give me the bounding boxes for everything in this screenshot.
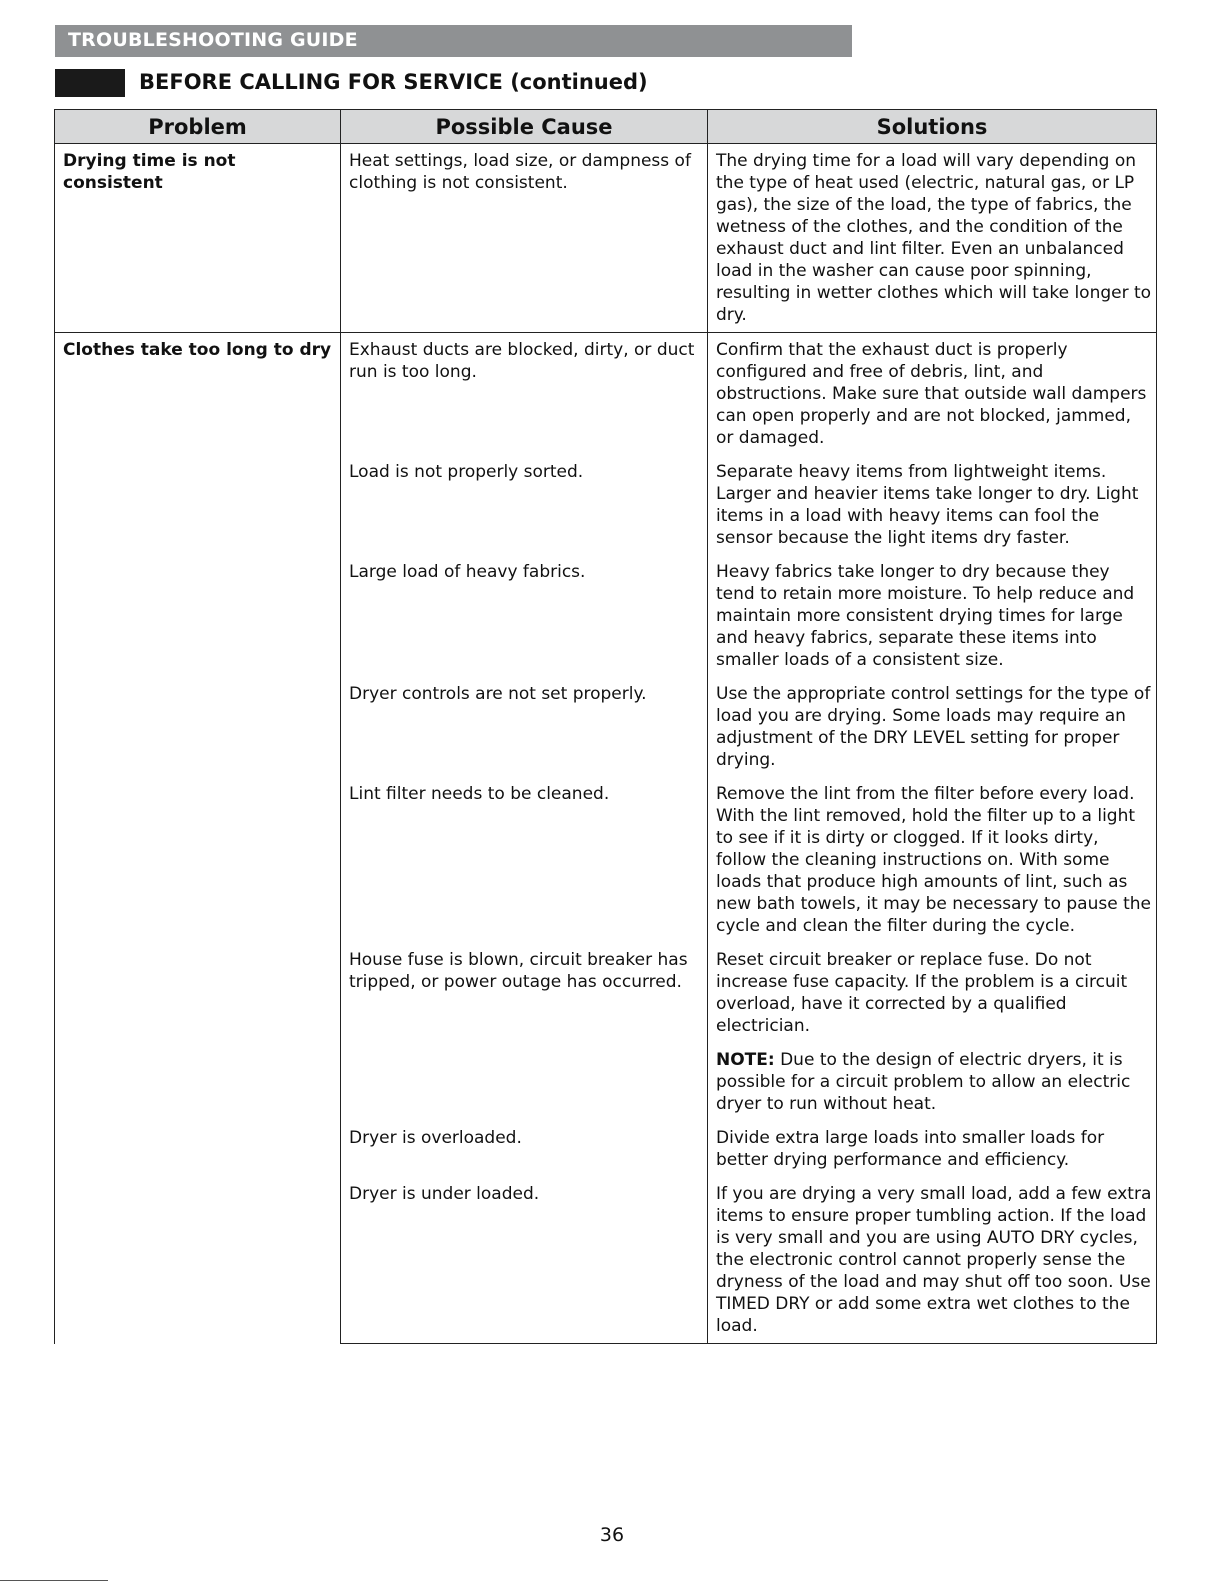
cause-cell: Exhaust ducts are blocked, dirty, or duct run is too long.	[341, 333, 708, 450]
problem-label: Clothes take too long to dry	[63, 340, 332, 360]
note-text: Due to the design of electric dryers, it is possible for a circuit problem to allow an electric dryer to run without heat.	[716, 1050, 1131, 1114]
troubleshooting-table	[54, 109, 1157, 1344]
table-row	[55, 333, 1157, 450]
problem-cell: Drying time is not consistent	[55, 144, 341, 333]
solution-cell-note	[708, 1037, 1157, 1115]
solution-cell: If you are drying a very small load, add a few extra items to ensure proper tumbling action. If the load is very small and you are using AUTO DRY cycles, the electronic control cannot properly sense the dryness of the load and may shut off too soon. Use TIMED DRY or add some extra wet clothes to the load.	[708, 1171, 1157, 1344]
solution-cell: Separate heavy items from lightweight items. Larger and heavier items take longer to dry. Light items in a load with heavy items can fool the sensor because the light items dry faster.	[708, 449, 1157, 549]
guide-title-bar	[55, 25, 852, 57]
solution-cell: Confirm that the exhaust duct is properly configured and free of debris, lint, and obstructions. Make sure that outside wall dampers can open properly and are not blocked, jammed, or damaged.	[708, 333, 1157, 450]
guide-title: TROUBLESHOOTING GUIDE	[68, 29, 358, 51]
section-marker-block	[55, 69, 125, 97]
corner-rule	[0, 1580, 108, 1581]
cause-cell: Large load of heavy fabrics.	[341, 549, 708, 671]
page-number: 36	[599, 1524, 625, 1546]
table-header-row	[55, 110, 1157, 144]
solution-cell: Heavy fabrics take longer to dry because they tend to retain more moisture. To help reduce and maintain more consistent drying times for large and heavy fabrics, separate these items into smaller loads of a consistent size.	[708, 549, 1157, 671]
note-label: NOTE:	[716, 1050, 775, 1070]
column-header-solutions: Solutions	[708, 110, 1157, 144]
cause-cell: Heat settings, load size, or dampness of clothing is not consistent.	[341, 144, 708, 333]
solution-cell: The drying time for a load will vary depending on the type of heat used (electric, natural gas, or LP gas), the size of the load, the type of fabrics, the wetness of the clothes, and the condition of the exhaust duct and lint filter. Even an unbalanced load in the washer can cause poor spinning, resulting in wetter clothes which will take longer to dry.	[708, 144, 1157, 333]
section-title: BEFORE CALLING FOR SERVICE (continued)	[139, 70, 648, 94]
solution-cell: Use the appropriate control settings for the type of load you are drying. Some loads may require an adjustment of the DRY LEVEL setting for proper drying.	[708, 671, 1157, 771]
cause-cell	[341, 1037, 708, 1115]
cause-cell: Dryer is under loaded.	[341, 1171, 708, 1344]
cause-cell: Dryer is overloaded.	[341, 1115, 708, 1171]
problem-cell	[55, 333, 341, 1344]
cause-cell: House fuse is blown, circuit breaker has tripped, or power outage has occurred.	[341, 937, 708, 1037]
cause-cell: Dryer controls are not set properly.	[341, 671, 708, 771]
column-header-cause: Possible Cause	[341, 110, 708, 144]
table-row	[55, 144, 1157, 333]
cause-cell: Lint filter needs to be cleaned.	[341, 771, 708, 937]
solution-cell: Divide extra large loads into smaller loads for better drying performance and efficiency.	[708, 1115, 1157, 1171]
cause-cell: Load is not properly sorted.	[341, 449, 708, 549]
solution-cell: Reset circuit breaker or replace fuse. Do not increase fuse capacity. If the problem is a circuit overload, have it corrected by a qualified electrician.	[708, 937, 1157, 1037]
column-header-problem: Problem	[55, 110, 341, 144]
solution-cell: Remove the lint from the filter before every load. With the lint removed, hold the filter up to a light to see if it is dirty or clogged. If it looks dirty, follow the cleaning instructions on. With some loads that produce high amounts of lint, such as new bath towels, it may be necessary to pause the cycle and clean the filter during the cycle.	[708, 771, 1157, 937]
